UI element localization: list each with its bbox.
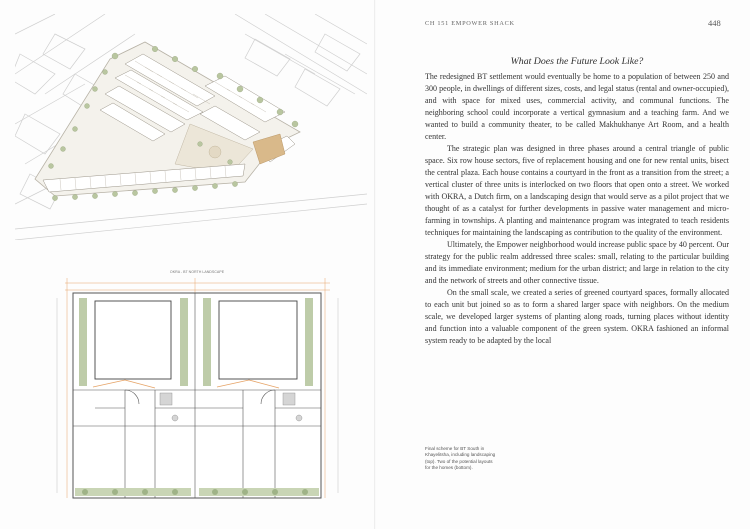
paragraph: On the small scale, we created a series of greened courtyard spaces, formally allocated to each unit but joined so as to form a shared larger space with neighbors. On the medium scale, we developed larger systems of planting along roads, turning places without identity and function into a valuable component of the green system. OKRA fashioned an informal system ready to be adapted by the local [425,288,729,345]
floor-plan-drawing [55,268,340,508]
running-header: CH 151 EMPOWER SHACK [425,20,515,27]
paragraph: Ultimately, the Empower neighborhood would increase public space by 40 percent. Our strategy for the public realm addressed three scales: small, relating to the particular building and its immediate environment; medium for the urban district; and large in relation to the city and the network of streets and other connective tissue. [425,240,729,285]
site-plan-drawing [15,14,367,240]
body-text [425,71,729,347]
paragraph: The redesigned BT settlement would eventually be home to a population of between 250 and 300 people, in dwellings of different sizes, costs, and legal status (rental and owner-occupied), and with space for mixed uses, commercial activity, and communal functions. The neighboring school could incorporate a vertical gymnasium and a teaching farm. And we wanted to build a community theater, to be called Makhukhanye Art Room, and a health center. [425,72,729,141]
page-number: 448 [708,18,721,28]
paragraph: The strategic plan was designed in three phases around a central triangle of public space. Six row house sectors, five of replacement housing and one for new rental units, bisect the central plaza. Each house contains a courtyard in the front as a transition from the street; a vertical cluster of three units is interlocked on two floors that open onto a street. We worked with OKRA, a Dutch firm, on a landscaping design that would serve as a pilot project that we thought of as a catalyst for further developments in passive water management and micro-farming in townships. A planting and maintenance program was integrated to teach residents techniques for maintaining the landscaping as contribution to the quality of the environment. [425,144,729,237]
plan-title: OKRA - BT NORTH LANDSCAPE [169,270,225,274]
figure-caption: Final scheme for BT South in Khayelitsha, including landscaping (top). Two of the potential layouts for the homes (bottom). [425,446,496,470]
section-heading: What Does the Future Look Like? [510,56,644,67]
